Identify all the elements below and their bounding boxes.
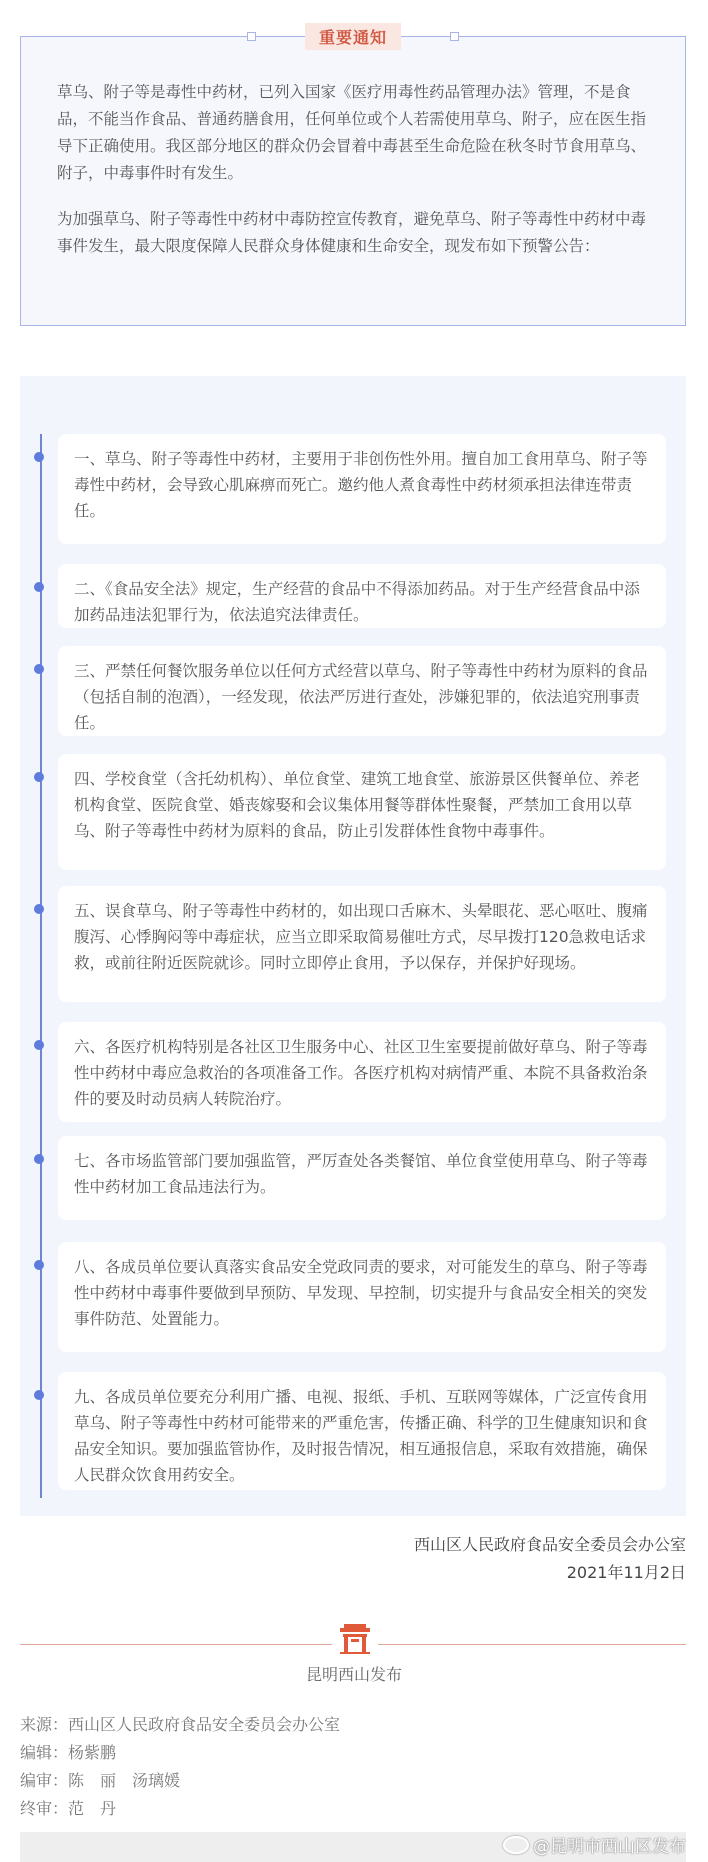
watermark-text: @昆明市西山区发布: [533, 1837, 686, 1857]
warning-item-5: [58, 886, 666, 1002]
warning-item-text: 三、严禁任何餐饮服务单位以任何方式经营以草乌、附子等毒性中药材为原料的食品（包括自制的泡酒），一经发现，依法严厉进行查处，涉嫌犯罪的，依法追究刑事责任。: [74, 662, 648, 732]
warning-item-text: 五、误食草乌、附子等毒性中药材的，如出现口舌麻木、头晕眼花、恶心呕吐、腹痛腹泻、心悸胸闷等中毒症状，应当立即采取简易催吐方式，尽早拨打120急救电话求救，或前往附近医院就诊。同时立即停止食用，予以保存，并保护好现场。: [74, 902, 648, 972]
notice-title: 重要通知: [305, 23, 401, 50]
warning-item-6: [58, 1022, 666, 1122]
gate-icon: [338, 1622, 372, 1656]
notice-border-left: [21, 36, 249, 37]
timeline-dot: [34, 452, 44, 462]
warning-items-panel: [20, 376, 686, 1516]
warning-item-text: 二、《食品安全法》规定，生产经营的食品中不得添加药品。对于生产经营食品中添加药品违法犯罪行为，依法追究法律责任。: [74, 580, 640, 624]
warning-item-text: 六、各医疗机构特别是各社区卫生服务中心、社区卫生室要提前做好草乌、附子等毒性中药材中毒应急救治的各项准备工作。各医疗机构对病情严重、本院不具备救治条件的要及时动员病人转院治疗。: [74, 1038, 648, 1108]
warning-item-4: [58, 754, 666, 870]
credit-editor: 编辑：杨紫鹏: [20, 1743, 117, 1762]
signature-office: 西山区人民政府食品安全委员会办公室: [413, 1535, 686, 1554]
notice-square-right: [450, 32, 459, 41]
timeline-dot: [34, 1154, 44, 1164]
notice-box: [20, 28, 686, 326]
notice-body: [57, 79, 649, 279]
warning-item-2: [58, 564, 666, 628]
publisher-name: 昆明西山发布: [305, 1665, 402, 1684]
timeline-line: [40, 434, 42, 1498]
notice-border-right: [457, 36, 685, 37]
warning-item-text: 八、各成员单位要认真落实食品安全党政同责的要求，对可能发生的草乌、附子等毒性中药材中毒事件要做到早预防、早发现、早控制，切实提升与食品安全相关的突发事件防范、处置能力。: [74, 1258, 648, 1328]
warning-item-1: [58, 434, 666, 544]
notice-paragraph: 草乌、附子等是毒性中药材，已列入国家《医疗用毒性药品管理办法》管理，不是食品，不能当作食品、普通药膳食用，任何单位或个人若需使用草乌、附子，应在医生指导下正确使用。我区部分地区的群众仍会冒着中毒甚至生命危险在秋冬时节食用草乌、附子，中毒事件时有发生。: [57, 83, 647, 182]
publisher-divider-right: [378, 1644, 686, 1645]
warning-item-text: 七、各市场监管部门要加强监管，严厉查处各类餐馆、单位食堂使用草乌、附子等毒性中药材加工食品违法行为。: [74, 1152, 648, 1196]
timeline-dot: [34, 1260, 44, 1270]
warning-item-text: 四、学校食堂（含托幼机构）、单位食堂、建筑工地食堂、旅游景区供餐单位、养老机构食堂、医院食堂、婚丧嫁娶和会议集体用餐等群体性聚餐，严禁加工食用以草乌、附子等毒性中药材为原料的食品，防止引发群体性食物中毒事件。: [74, 770, 640, 840]
credit-reviewer: 编审：陈 丽 汤璃媛: [20, 1771, 181, 1790]
warning-item-8: [58, 1242, 666, 1352]
timeline-dot: [34, 772, 44, 782]
warning-item-text: 九、各成员单位要充分利用广播、电视、报纸、手机、互联网等媒体，广泛宣传食用草乌、附子等毒性中药材可能带来的严重危害，传播正确、科学的卫生健康知识和食品安全知识。要加强监管协作，及时报告情况，相互通报信息，采取有效措施，确保人民群众饮食用药安全。: [74, 1388, 648, 1484]
warning-item-3: [58, 646, 666, 736]
signature-date: 2021年11月2日: [566, 1563, 686, 1582]
warning-item-text: 一、草乌、附子等毒性中药材，主要用于非创伤性外用。擅自加工食用草乌、附子等毒性中药材，会导致心肌麻痹而死亡。邀约他人煮食毒性中药材须承担法律连带责任。: [74, 450, 648, 520]
timeline-dot: [34, 664, 44, 674]
timeline-dot: [34, 1040, 44, 1050]
weibo-icon: [503, 1836, 529, 1854]
credit-source: 来源：西山区人民政府食品安全委员会办公室: [20, 1715, 341, 1734]
timeline-dot: [34, 904, 44, 914]
timeline-dot: [34, 582, 44, 592]
timeline-dot: [34, 1390, 44, 1400]
watermark: [503, 1832, 686, 1862]
notice-square-left: [247, 32, 256, 41]
notice-paragraph: 为加强草乌、附子等毒性中药材中毒防控宣传教育，避免草乌、附子等毒性中药材中毒事件发生，最大限度保障人民群众身体健康和生命安全，现发布如下预警公告：: [57, 210, 647, 255]
credit-final-reviewer: 终审：范 丹: [20, 1799, 117, 1818]
publisher-divider-left: [20, 1644, 332, 1645]
warning-item-7: [58, 1136, 666, 1220]
warning-item-9: [58, 1372, 666, 1490]
